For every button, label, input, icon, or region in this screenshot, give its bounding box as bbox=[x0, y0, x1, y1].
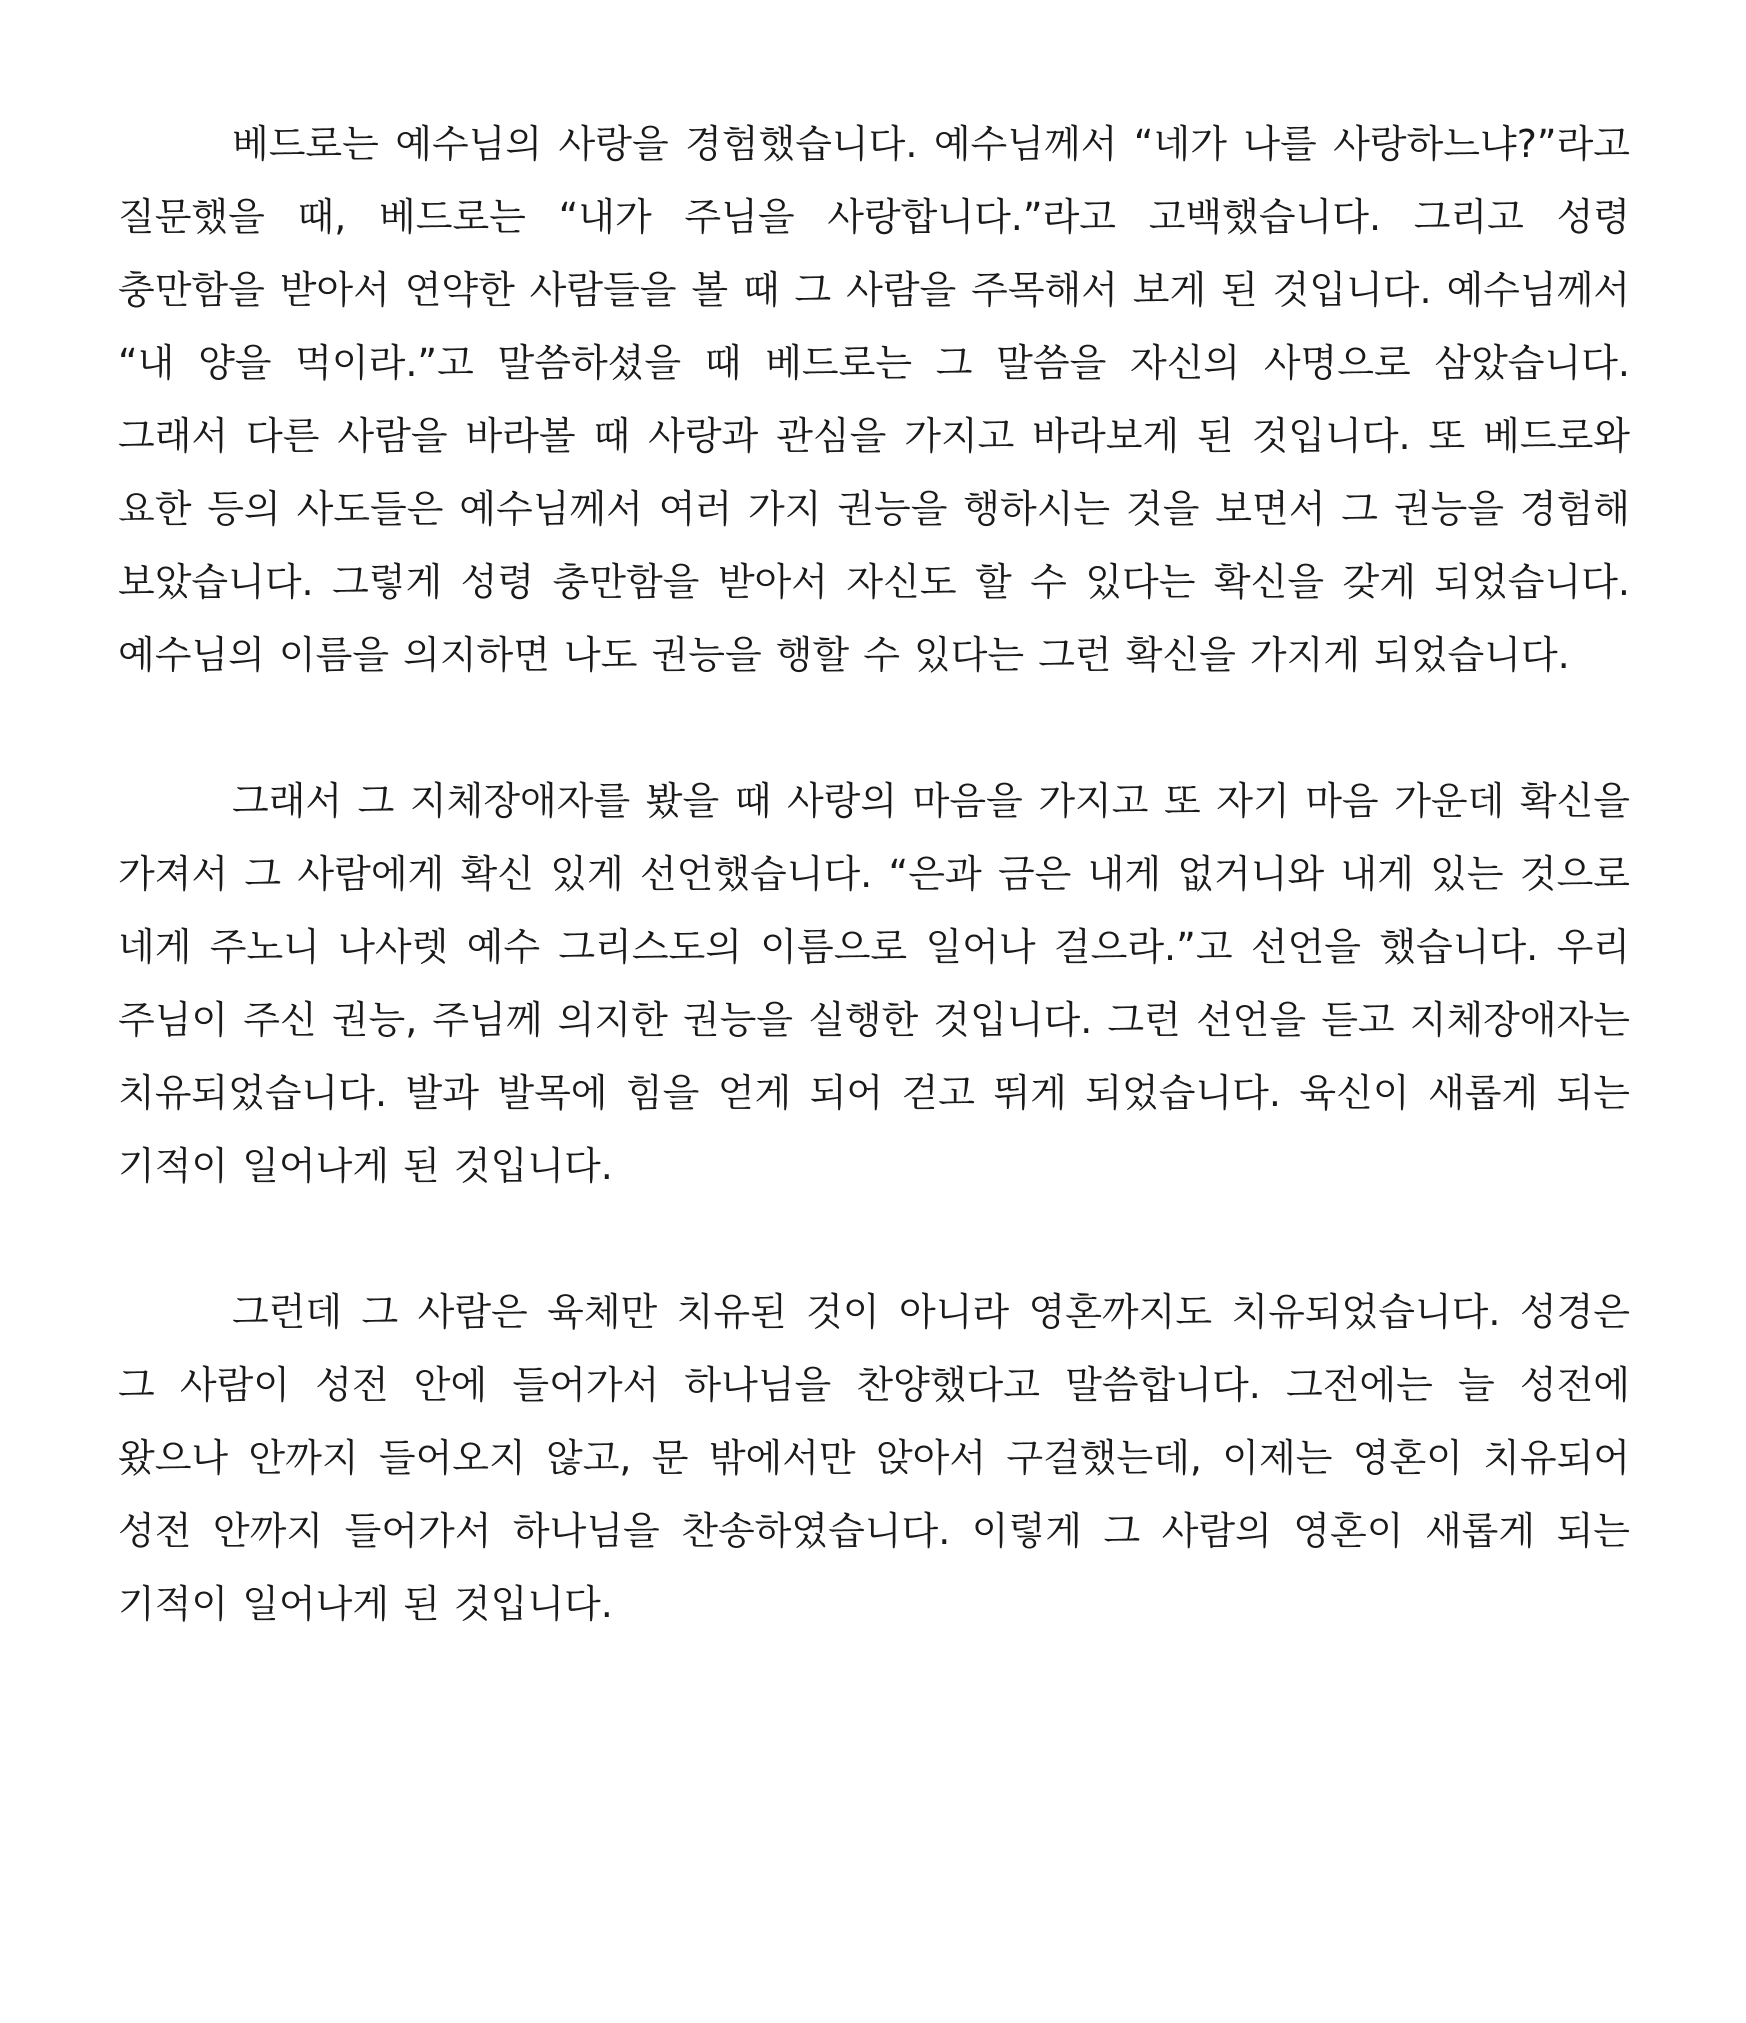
paragraph-1: 베드로는 예수님의 사랑을 경험했습니다. 예수님께서 “네가 나를 사랑하느냐?”라고 질문했을 때, 베드로는 “내가 주님을 사랑합니다.”라고 고백했습니다. 그리고 성령 충만함을 받아서 연약한 사람들을 볼 때 그 사람을 주목해서 보게 된 것입니다. 예수님께서 “내 양을 먹이라.”고 말씀하셨을 때 베드로는 그 말씀을 자신의 사명으로 삼았습니다. 그래서 다른 사람을 바라볼 때 사랑과 관심을 가지고 바라보게 된 것입니다. 또 베드로와 요한 등의 사도들은 예수님께서 여러 가지 권능을 행하시는 것을 보면서 그 권능을 경험해 보았습니다. 그렇게 성령 충만함을 받아서 자신도 할 수 있다는 확신을 갖게 되었습니다. 예수님의 이름을 의지하면 나도 권능을 행할 수 있다는 그런 확신을 가지게 되었습니다. bbox=[118, 122, 1630, 677]
paragraph-2: 그래서 그 지체장애자를 봤을 때 사랑의 마음을 가지고 또 자기 마음 가운데 확신을 가져서 그 사람에게 확신 있게 선언했습니다. “은과 금은 내게 없거니와 내게 있는 것으로 네게 주노니 나사렛 예수 그리스도의 이름으로 일어나 걸으라.”고 선언을 했습니다. 우리 주님이 주신 권능, 주님께 의지한 권능을 실행한 것입니다. 그런 선언을 듣고 지체장애자는 치유되었습니다. 발과 발목에 힘을 얻게 되어 걷고 뛰게 되었습니다. 육신이 새롭게 되는 기적이 일어나게 된 것입니다. bbox=[118, 779, 1630, 1188]
paragraph-3: 그런데 그 사람은 육체만 치유된 것이 아니라 영혼까지도 치유되었습니다. 성경은 그 사람이 성전 안에 들어가서 하나님을 찬양했다고 말씀합니다. 그전에는 늘 성전에 왔으나 안까지 들어오지 않고, 문 밖에서만 앉아서 구걸했는데, 이제는 영혼이 치유되어 성전 안까지 들어가서 하나님을 찬송하였습니다. 이렇게 그 사람의 영혼이 새롭게 되는 기적이 일어나게 된 것입니다. bbox=[118, 1290, 1630, 1626]
document-page bbox=[118, 108, 1630, 1641]
